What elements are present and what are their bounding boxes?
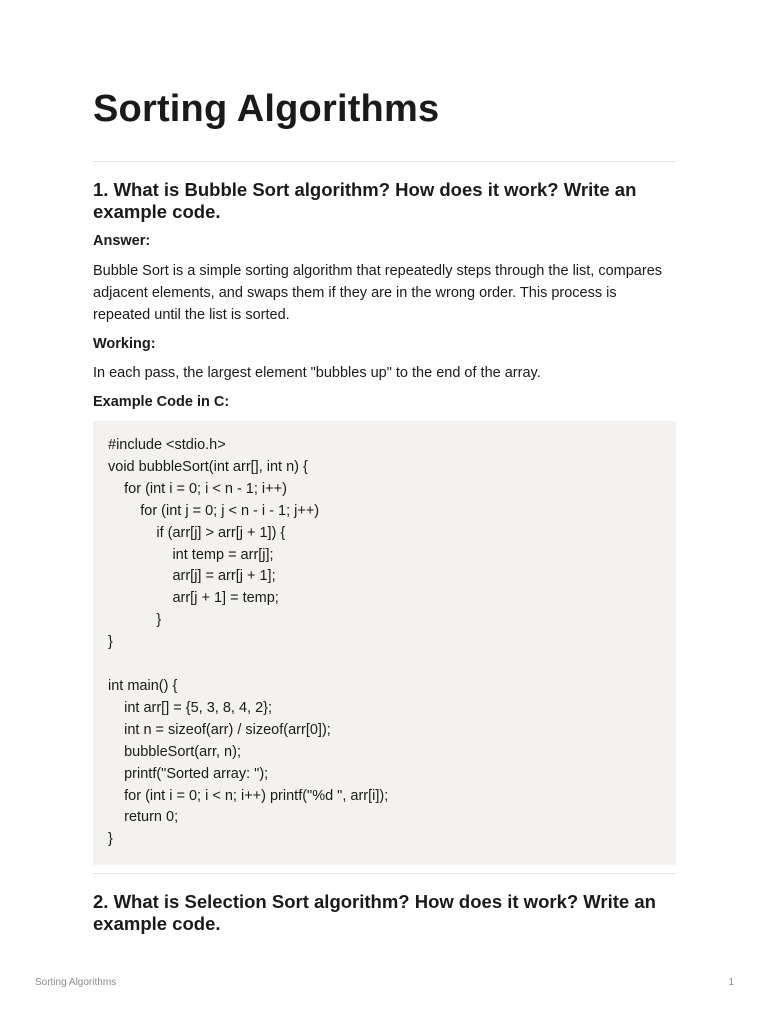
- page-title: Sorting Algorithms: [93, 88, 440, 130]
- answer-text: Bubble Sort is a simple sorting algorithm that repeatedly steps through the list, compares adjacent elements, and swaps them if they are in the wrong order. This process is repeated until the list is sorted.: [93, 263, 663, 323]
- code-label: Example Code in C:: [93, 394, 230, 410]
- answer-label: Answer:: [93, 233, 151, 249]
- divider: [93, 161, 676, 162]
- working-text: In each pass, the largest element "bubbles up" to the end of the array.: [93, 365, 541, 381]
- footer-title: Sorting Algorithms: [35, 977, 117, 988]
- footer-page-number: 1: [728, 977, 734, 988]
- code-text[interactable]: #include <stdio.h> void bubbleSort(int arr[], int n) { for (int i = 0; i < n - 1; i++) for (int j = 0; j < n - i - 1; j++) if (arr[j] > arr[j + 1]) { int temp = arr[j]; arr[j] = arr[j + 1]; arr[j + 1] = temp; } } int main() { int arr[] = {5, 3, 8, 4, 2}; int n = sizeof(arr) / sizeof(arr[0]); bubbleSort(arr, n); printf("Sorted array: "); for (int i = 0; i < n; i++) printf("%d ", arr[i]); return 0; }: [108, 437, 389, 848]
- question-2-heading: 2. What is Selection Sort algorithm? How does it work? Write an example code.: [93, 891, 656, 934]
- working-label: Working:: [93, 336, 156, 352]
- divider: [93, 873, 676, 874]
- code-block[interactable]: [93, 421, 676, 865]
- question-1-heading: 1. What is Bubble Sort algorithm? How does it work? Write an example code.: [93, 179, 637, 222]
